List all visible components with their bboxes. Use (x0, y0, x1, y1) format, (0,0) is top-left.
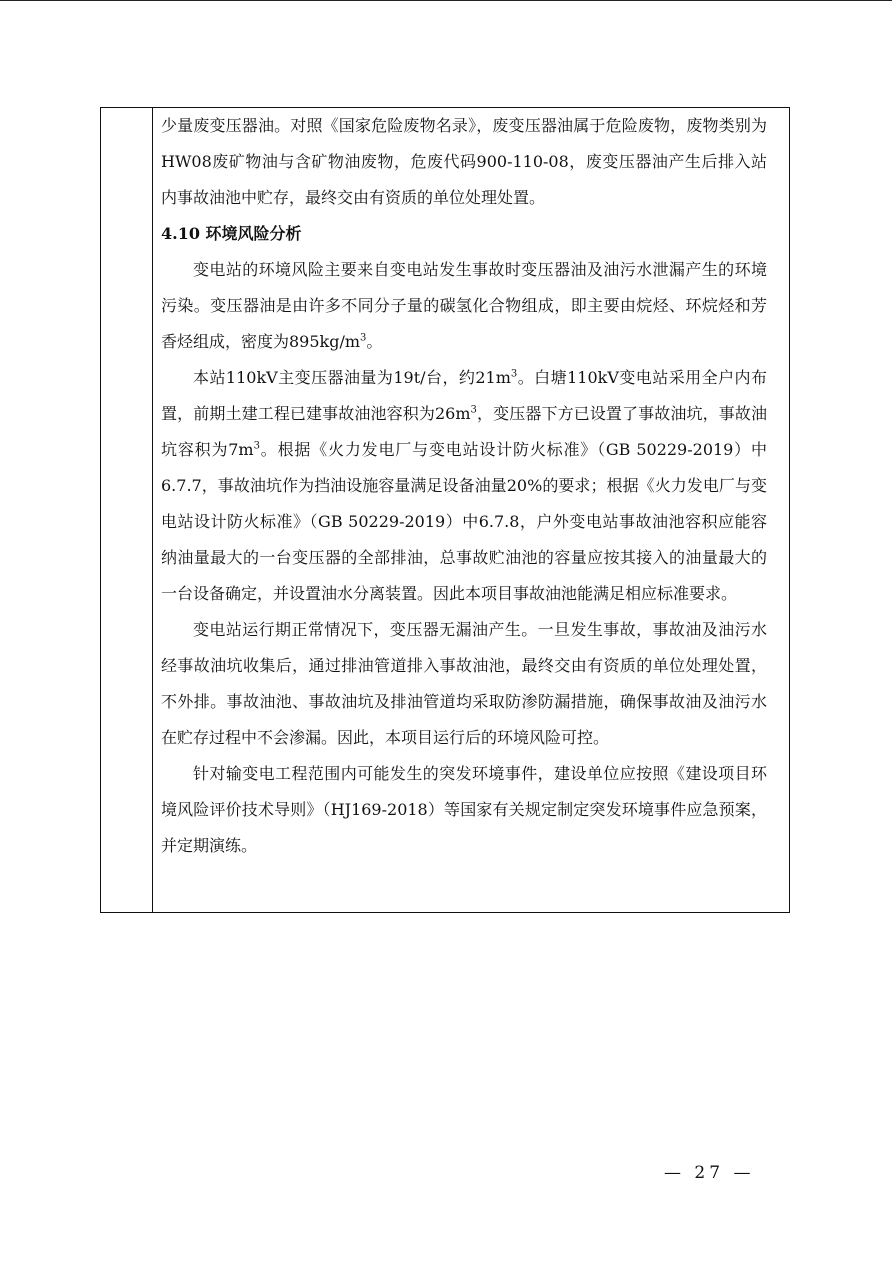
table-content-cell (161, 108, 767, 864)
body-paragraph (161, 756, 767, 864)
table-left-column (101, 108, 153, 912)
text-run: 变电站的环境风险主要来自变电站发生事故时变压器油及油污水泄漏产生的环境污染。变压器油是由许多不同分子量的碳氢化合物组成，即主要由烷烃、环烷烃和芳香烃组成，密度为895kg/m (161, 260, 767, 351)
body-paragraph (161, 252, 767, 360)
page-top-edge (0, 0, 892, 1)
superscript: 3 (253, 440, 260, 452)
text-run: 。根据《火力发电厂与变电站设计防火标准》（GB 50229-2019）中6.7.7，事故油坑作为挡油设施容量满足设备油量20%的要求；根据《火力发电厂与变电站设计防火标准》（GB 50229-2019）中6.7.8，户外变电站事故油池容积应能容纳油量最大的一台变压器的全部排油，总事故贮油池的容量应按其接入的油量最大的一台设备确定，并设置油水分离装置。因此本项目事故油池能满足相应标准要求。 (161, 440, 767, 603)
body-paragraph (161, 612, 767, 756)
section-heading (161, 216, 767, 252)
body-paragraph (161, 360, 767, 612)
superscript: 3 (470, 404, 477, 416)
page-number: — 27 — (664, 1163, 755, 1183)
content-table (100, 107, 790, 913)
text-run: 针对输变电工程范围内可能发生的突发环境事件，建设单位应按照《建设项目环境风险评价技术导则》（HJ169-2018）等国家有关规定制定突发环境事件应急预案，并定期演练。 (161, 764, 767, 855)
text-run: 本站110kV主变压器油量为19t/台，约21m (193, 368, 511, 387)
superscript: 3 (360, 332, 367, 344)
body-paragraph (161, 108, 767, 216)
text-run: 变电站运行期正常情况下，变压器无漏油产生。一旦发生事故，事故油及油污水经事故油坑收集后，通过排油管道排入事故油池，最终交由有资质的单位处理处置，不外排。事故油池、事故油坑及排油管道均采取防渗防漏措施，确保事故油及油污水在贮存过程中不会渗漏。因此，本项目运行后的环境风险可控。 (161, 620, 767, 747)
text-run: 4.10 环境风险分析 (161, 224, 302, 243)
text-run: 。白塘110kV变电站采用全户内布置，前期土建工程已建事故油池容积为26m (161, 368, 767, 423)
text-run: ，变压器下方已设置了事故油坑，事故油坑容积为7m (161, 404, 767, 459)
text-run: 少量废变压器油。对照《国家危险废物名录》，废变压器油属于危险废物，废物类别为HW08废矿物油与含矿物油废物，危废代码900-110-08，废变压器油产生后排入站内事故油池中贮存，最终交由有资质的单位处理处置。 (161, 116, 767, 207)
superscript: 3 (510, 368, 518, 380)
text-run: 。 (366, 332, 383, 351)
